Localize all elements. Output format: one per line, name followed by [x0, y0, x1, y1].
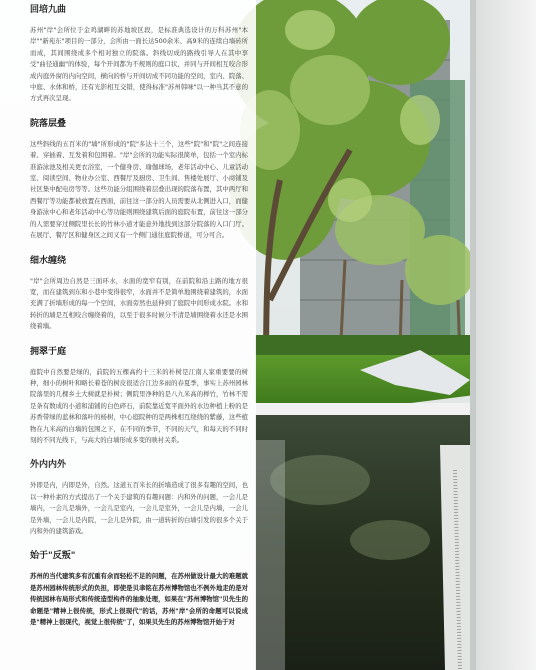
- section-paragraph: 外即是内，内即是外，自然。这道五百米长的折墙造成了很多有趣的空间，也以一种朴素的方式提出了一个关于建筑的有趣问题：内和外的问题，一会儿是墙内，一会儿是墙外，一会儿是室内，一会儿是室外，一会儿是内墙，一会儿是外墙，一会儿是内院，一会儿是外院，由一道转折的白墙引发的很多个关于内和外的建筑游戏。: [30, 481, 248, 535]
- section-6: [30, 550, 256, 628]
- section-3: [30, 255, 256, 333]
- section-heading: 拥翠于庭: [30, 346, 67, 357]
- article-column: [0, 0, 256, 670]
- section-paragraph: 这些斜线的五百米的"墙"所形成的"院"多达十三个，这些"院"和"院"之间连接着、穿插着、互发着和包围着。"岸"会所的功能实际很简单，包括一个室内标准游泳池及相关更衣浴室，一个健身房、瑜伽球场，老年活动中心、儿童活动室、阅读空间、物业办公室、西餐厅及厨房、卫生间、售楼处展厅、小商铺及社区集中配电房等等。这些功能分组围绕着层叠出现的院落布置，其中两厅和西餐厅等功能都被放置在西面，前往这一部分的人员需要从北侧进入口，而健身游泳中心和老年活动中心等功能则围绕建筑后面的庭院布置，前往这一部分的人需要穿过侧院里长长的竹林小道才能意外地找到这部分院落的入口门厅。在展厅、餐厅区和健身区之间又有一个侧门通往庭院桥道，可分可合。: [30, 139, 248, 240]
- section-paragraph: "岸"会所周边自然是三面环水，水面的宽窄有别，在前院和沿主路的地方很宽，而在建筑到东和小巷中变得很窄，水面并不是简单地围绕着建筑的，水面充满了折墙形成的每一个空间，水面旁然也延伸到了庭院中间形成水院。水和转折的墙是互相咬合缠绕着的，以至于很多时候分不清是墙围绕着水还是水围绕着墙。: [30, 276, 248, 331]
- section-heading: 外内内外: [30, 460, 67, 471]
- section-heading: 始于"反叛": [30, 551, 76, 562]
- section-paragraph: 苏州"岸"会所位于金鸡湖畔的苏地坡区段，是标准典选设计的万科苏州"本岸""新苑东"项目的一部分，会所由一面长达500余米、高9米的连续白墙砖所而成，其间围绕成多个相对独立的院落。斜线切成的路线引导人在其中享受"曲径通幽"的体验，每个开间都为不规则的庭口状，并同与开间相互咬合形成内庭外窗的内向空间，横向的桥与开间切成不同功能的空间，室内、院落、中庭、水体和桥，还有光影相互交错，使得标准"苏州韩味"以一种当其不意的方式再次呈现。: [30, 26, 248, 103]
- section-2: [30, 118, 256, 242]
- section-heading: 院落层叠: [30, 118, 67, 129]
- section-heading: 细水缠绕: [30, 255, 67, 266]
- section-paragraph: 庭院中自然要是绿的，前院的五棵高约十三米的朴树是江南人家重要要的树种，细小的树叶和略长着苍的树皮很适合江边多雨的春夏季，事实上苏州园林院落里的几棵乡土大树就是朴树；侧院里净种的是八九米高的榉竹，竹林不需是条有数成的小道和浦铺的白色碎石，前院靠近宽平面外的水边种植上粉的是苏香带绿的蓝林和落叶的杨树，中心庭院种的是两株相互绕绕的紫藤，这些植物在九米高的白墙的包围之下，在不同的季节，不同的天气，和每天的不同时刻的不同光线下，与高大的白墙形成多变的映衬关系。: [30, 367, 248, 444]
- section-paragraph: 苏州的当代建筑多有沉重有余而轻松不足的问题，在苏州做设计最大的难题就是苏州园林传统形式的负担，即使是贝聿铭在苏州博物馆也不例外地走的是对传统园林布局形式和传统造型构件的抽象处理，如果在"苏州博物馆"贝先生的命题是"精神上很传统，形式上很现代"的话，苏州"岸"会所的命题可以说成是"精神上很现代，视觉上很传统"了，如果贝先生的苏州博物馆开始于对: [30, 572, 248, 627]
- section-4: [30, 346, 256, 447]
- section-5: [30, 459, 256, 537]
- section-heading: 回培九曲: [30, 5, 67, 15]
- section-1: [30, 4, 256, 105]
